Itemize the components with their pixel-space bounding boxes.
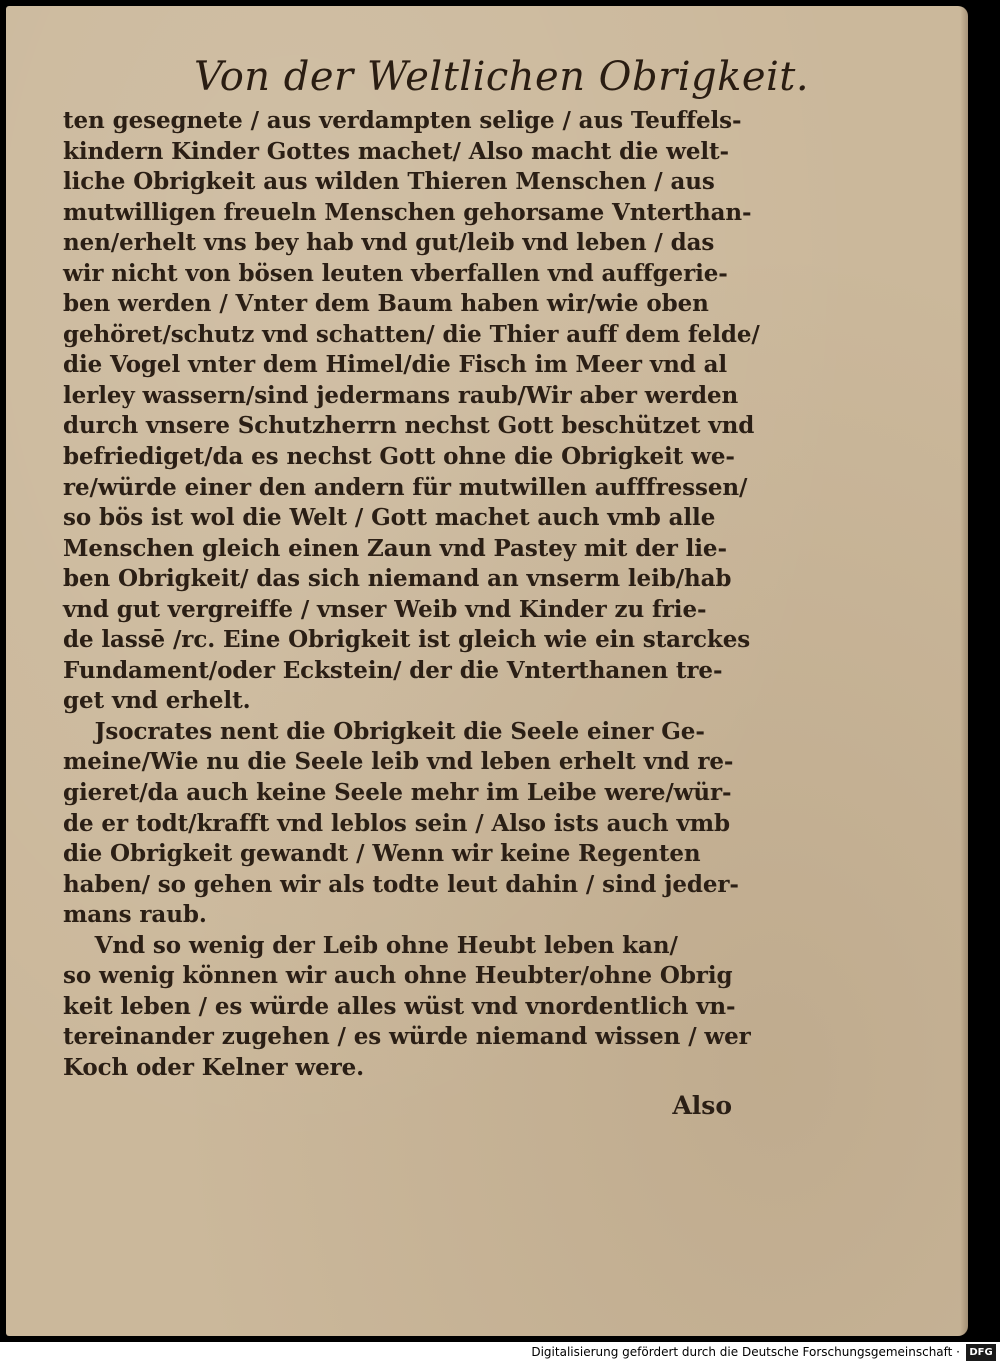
running-head: Von der Weltlichen Obrigkeit. — [194, 54, 810, 100]
text-line: tereinander zugehen / es würde niemand wissen / wer — [63, 1023, 751, 1051]
text-line: nen/erhelt vns bey hab vnd gut/leib vnd leben / das — [63, 229, 715, 257]
text-line: meine/Wie nu die Seele leib vnd leben erhelt vnd re- — [63, 748, 734, 776]
text-line: gieret/da auch keine Seele mehr im Leibe were/wür- — [63, 779, 732, 807]
text-line: liche Obrigkeit aus wilden Thieren Menschen / aus — [63, 168, 715, 196]
text-line: so bös ist wol die Welt / Gott machet auch vmb alle — [63, 504, 716, 532]
text-line: befriediget/da es nechst Gott ohne die Obrigkeit we- — [63, 443, 735, 471]
text-line: Jsocrates nent die Obrigkeit die Seele einer Ge- — [63, 717, 705, 745]
text-line: re/würde einer den andern für mutwillen aufffressen/ — [63, 473, 748, 501]
text-line: kindern Kinder Gottes machet/ Also macht die welt- — [63, 137, 729, 165]
book-page — [6, 6, 968, 1336]
body-text — [63, 106, 768, 1084]
text-line: haben/ so gehen wir als todte leut dahin / sind jeder- — [63, 870, 739, 898]
footer-bar — [0, 1342, 1000, 1364]
text-line: de lassē /rc. Eine Obrigkeit ist gleich wie ein starckes — [63, 626, 751, 654]
text-line: die Vogel vnter dem Himel/die Fisch im Meer vnd al — [63, 351, 728, 379]
text-line: Koch oder Kelner were. — [63, 1053, 365, 1081]
text-line: vnd gut vergreiffe / vnser Weib vnd Kinder zu frie- — [63, 595, 707, 623]
text-line: Menschen gleich einen Zaun vnd Pastey mit der lie- — [63, 534, 727, 562]
text-line: gehöret/schutz vnd schatten/ die Thier auff dem felde/ — [63, 320, 760, 348]
text-line: durch vnsere Schutzherrn nechst Gott beschützet vnd — [63, 412, 755, 440]
text-line: ten gesegnete / aus verdampten selige / aus Teuffels- — [63, 107, 742, 134]
text-line: keit leben / es würde alles wüst vnd vnordentlich vn- — [63, 992, 736, 1020]
funding-credit: Digitalisierung gefördert durch die Deutsche Forschungsgemeinschaft · — [531, 1345, 960, 1359]
text-line: Fundament/oder Eckstein/ der die Vnterthanen tre- — [63, 656, 723, 684]
text-line: ben Obrigkeit/ das sich niemand an vnserm leib/hab — [63, 565, 732, 593]
text-line: lerley wassern/sind jedermans raub/Wir aber werden — [63, 381, 739, 409]
text-line: de er todt/krafft vnd leblos sein / Also ists auch vmb — [63, 809, 730, 837]
text-line: ben werden / Vnter dem Baum haben wir/wie oben — [63, 290, 709, 318]
text-line: mutwilligen freueln Menschen gehorsame Vnterthan- — [63, 198, 752, 226]
text-line: mans raub. — [63, 901, 207, 929]
text-line: get vnd erhelt. — [63, 687, 251, 715]
text-line: so wenig können wir auch ohne Heubter/ohne Obrig — [63, 962, 733, 990]
catchword: Also — [672, 1091, 732, 1120]
text-line: die Obrigkeit gewandt / Wenn wir keine Regenten — [63, 840, 701, 868]
text-line: wir nicht von bösen leuten vberfallen vnd auffgerie- — [63, 259, 728, 287]
text-line: Vnd so wenig der Leib ohne Heubt leben kan/ — [63, 931, 678, 959]
dfg-logo-icon: DFG — [966, 1344, 996, 1361]
